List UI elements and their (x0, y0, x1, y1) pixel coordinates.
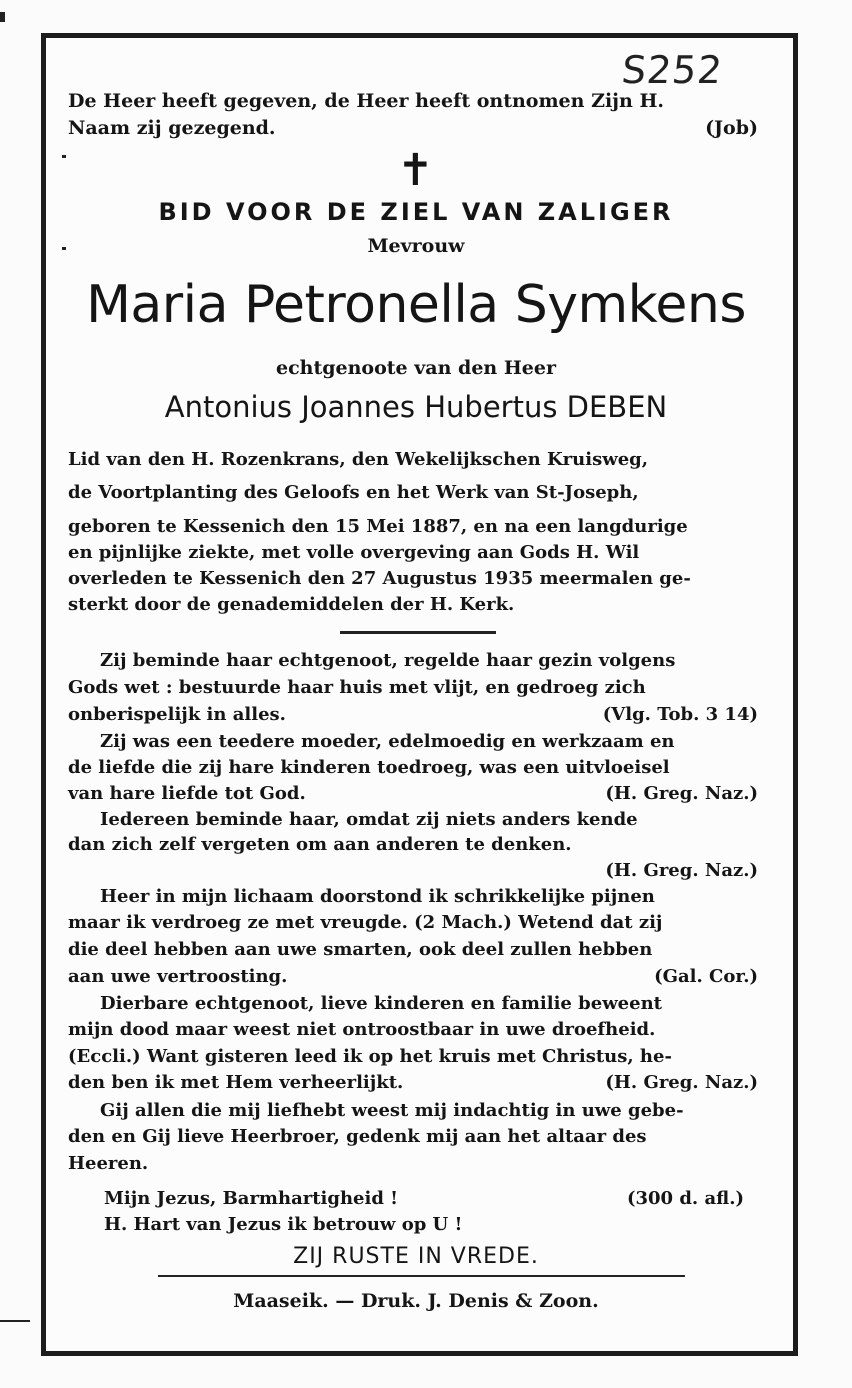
spouse-intro: echtgenoote van den Heer (276, 357, 556, 379)
bio-line: Lid van den H. Rozenkrans, den Wekelijkschen Kruisweg, (68, 449, 648, 470)
divider-short (340, 631, 496, 634)
divider-long (158, 1275, 685, 1277)
handwritten-number: S252 (619, 48, 725, 92)
verse-line: (Eccli.) Want gisteren leed ik op het kruis met Christus, he- (68, 1046, 672, 1067)
verse-line: mijn dood maar weest niet ontroostbaar in uwe droefheid. (68, 1019, 656, 1040)
verse-line: Gij allen die mij liefhebt weest mij indachtig in uwe gebe- (100, 1100, 684, 1121)
verse-line: die deel hebben aan uwe smarten, ook deel zullen hebben (68, 939, 653, 960)
scan-mark (62, 247, 66, 250)
verse-line: aan uwe vertroosting. (Gal. Cor.) (68, 966, 758, 987)
cross-icon: ✝ (397, 145, 434, 196)
verse-line: onberispelijk in alles. (Vlg. Tob. 3 14) (68, 704, 758, 725)
verse-line: Dierbare echtgenoot, lieve kinderen en familie beweent (100, 993, 662, 1014)
prayer-line-1 (104, 1186, 744, 1212)
bio-line: sterkt door de genademiddelen der H. Kerk. (68, 594, 515, 615)
scan-mark (62, 155, 66, 158)
verse-line: den en Gij lieve Heerbroer, gedenk mij aan het altaar des (68, 1126, 647, 1147)
verse-line: van hare liefde tot God. (H. Greg. Naz.) (68, 783, 758, 804)
bio-line: overleden te Kessenich den 27 Augustus 1935 meermalen ge- (68, 568, 691, 589)
verse-line: de liefde die zij hare kinderen toedroeg, was een uitvloeisel (68, 757, 670, 778)
title-mevrouw: Mevrouw (367, 235, 465, 257)
job-quote-text: Naam zij gezegend. (68, 117, 276, 139)
scan-mark (0, 1320, 30, 1322)
verse-line: Zij was een teedere moeder, edelmoedig en werkzaam en (100, 731, 675, 752)
job-quote-line-2 (68, 117, 758, 139)
bio-line: geboren te Kessenich den 15 Mei 1887, en na een langdurige (68, 516, 688, 537)
prayer-heading: BID VOOR DE ZIEL VAN ZALIGER (158, 198, 674, 226)
job-quote-source: (Job) (705, 117, 758, 139)
verse-line: dan zich zelf vergeten om aan anderen te denken. (68, 834, 572, 855)
spouse-name: Antonius Joannes Hubertus DEBEN (164, 390, 668, 424)
printer-imprint: Maaseik. — Druk. J. Denis & Zoon. (233, 1290, 599, 1312)
verse-line: maar ik verdroeg ze met vreugde. (2 Mach.) Wetend dat zij (68, 912, 663, 933)
verse-line: Heer in mijn lichaam doorstond ik schrikkelijke pijnen (100, 886, 655, 907)
deceased-name: Maria Petronella Symkens (86, 275, 746, 335)
prayer-text: Mijn Jezus, Barmhartigheid ! (104, 1188, 399, 1209)
verse-line: Gods wet : bestuurde haar huis met vlijt, en gedroeg zich (68, 677, 646, 698)
bio-line: en pijnlijke ziekte, met volle overgeving aan Gods H. Wil (68, 542, 640, 563)
verse-line: Zij beminde haar echtgenoot, regelde haar gezin volgens (100, 650, 676, 671)
verse-line: Heeren. (68, 1153, 149, 1174)
verse-line: den ben ik met Hem verheerlijkt. (H. Greg. Naz.) (68, 1072, 758, 1093)
closing-line: ZIJ RUSTE IN VREDE. (293, 1244, 539, 1269)
job-quote-line-1: De Heer heeft gegeven, de Heer heeft ontnomen Zijn H. (68, 90, 665, 112)
bio-line: de Voortplanting des Geloofs en het Werk van St-Joseph, (68, 482, 639, 503)
indulgence-note: (300 d. afl.) (626, 1188, 744, 1209)
verse-line: Iedereen beminde haar, omdat zij niets anders kende (100, 809, 638, 830)
prayer-line-2: H. Hart van Jezus ik betrouw op U ! (104, 1214, 463, 1235)
scan-mark (0, 12, 5, 22)
verse-line: (H. Greg. Naz.) (605, 860, 758, 881)
